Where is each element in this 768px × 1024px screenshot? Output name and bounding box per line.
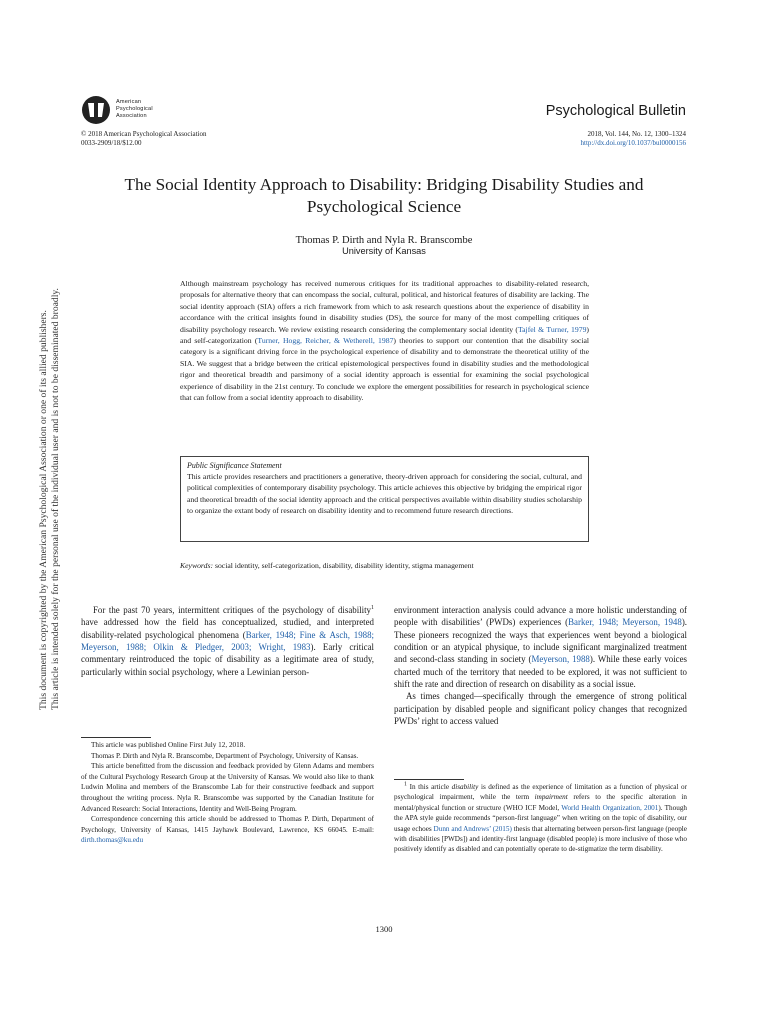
- correspondence-text: Correspondence concerning this article should be addressed to Thomas P. Dirth, Department of Psychology, University of Kansas, 1415 Jayhawk Boulevard, Lawrence, KS 66045. E-mail:: [81, 815, 374, 834]
- copyright-block: [81, 130, 206, 147]
- citation-link[interactable]: Dunn and Andrews’ (2015): [433, 824, 512, 833]
- side-notice-line: This article is intended solely for the personal use of the individual user and is not to be disseminated broadly.: [50, 288, 61, 710]
- volume-info: 2018, Vol. 144, No. 12, 1300–1324: [587, 130, 686, 138]
- keywords: [180, 561, 589, 571]
- public-significance-box: [180, 456, 589, 542]
- journal-name: Psychological Bulletin: [545, 103, 686, 119]
- footnote-term: impairment: [534, 793, 568, 802]
- footnote-text: In this article: [407, 783, 452, 791]
- doi-link[interactable]: http://dx.doi.org/10.1037/bul0000156: [580, 138, 686, 147]
- citation-link[interactable]: World Health Organization, 2001: [561, 803, 659, 812]
- body-left-column: [81, 604, 374, 678]
- author-note: Thomas P. Dirth and Nyla R. Branscombe, Department of Psychology, University of Kansas.: [91, 751, 359, 760]
- author-affiliation: University of Kansas: [342, 246, 426, 256]
- article-authors: Thomas P. Dirth and Nyla R. Branscombe: [295, 235, 473, 246]
- body-right-column: [394, 604, 687, 727]
- citation-link[interactable]: Barker, 1948; Fine & Asch, 1988; Meyerson, 1988; Olkin & Pledger, 2003; Wright, 1983: [81, 629, 375, 653]
- citation-link[interactable]: Tajfel & Turner, 1979: [517, 324, 587, 334]
- article-title: The Social Identity Approach to Disability: Bridging Disability Studies and Psychological Science: [124, 175, 644, 216]
- issn-line: 0033-2909/18/$12.00: [81, 138, 142, 147]
- keywords-label: Keywords:: [180, 561, 214, 570]
- citation-link[interactable]: Turner, Hogg, Reicher, & Wetherell, 1987: [257, 336, 394, 346]
- body-text: have addressed how the field has conceptualized, studied, and interpreted disability-related psychological phenomena (: [81, 617, 374, 640]
- body-paragraph: As times changed—specifically through the emergence of strong political participation by disabled people and significant policy changes that recognized PWDs’ right to access valued: [394, 691, 687, 727]
- footnote-term: disability: [451, 783, 479, 791]
- body-paragraph: [394, 604, 687, 690]
- footnote-text: is defined as the experience of limitation as a function of physical or psychological impairment, while the term: [394, 783, 688, 802]
- body-text: ). Early critical commentary reintroduced the topic of disability as a legitimate area of study, particularly within social psychology, where a Lewinian person-: [81, 642, 375, 677]
- abstract-text: Although mainstream psychology has received numerous critiques for its traditional approaches to disability-related research, proposals for alternative theory that can encompass the social, cultural, political, and historical features of disability are lacking. The social identity approach (SIA) offers a rich framework from which to ask research questions about the experience of disability in accordance with the critical insights found in disability studies (DS), the source for many of the most compelling critiques of disability psychology research. We review existing research considering the complementary social identity (: [180, 279, 589, 334]
- logo-line: Association: [116, 112, 147, 119]
- footnote-marker: 1: [404, 781, 407, 788]
- side-notice-line: This document is copyrighted by the American Psychological Association or one of its allied publishers.: [38, 310, 49, 710]
- logo-line: American: [116, 99, 142, 105]
- copyright-line: © 2018 American Psychological Association: [81, 130, 207, 138]
- body-text: For the past 70 years, intermittent critiques of the psychology of disability: [93, 605, 371, 615]
- abstract: [180, 278, 589, 403]
- citation-link[interactable]: Barker, 1948; Meyerson, 1948: [568, 617, 682, 628]
- email-link[interactable]: dirth.thomas@ku.edu: [81, 836, 144, 845]
- footnote-marker: 1: [371, 605, 374, 612]
- author-note: This article benefitted from the discussion and feedback provided by Glenn Adams and members of the Cultural Psychology Research Group at the University of Kansas. We would also like to thank Ludwin Molina and members of the Branscombe Lab for their constructive feedback and support throughout the writing process. Nyla R. Branscombe was supported by the Canadian Institute for Advanced Research: Social Interactions, Identity and Well-Being Program.: [81, 762, 374, 813]
- footnote-text: refers to the specific alteration in mental/physical function or structure (WHO ICF Model,: [394, 793, 687, 812]
- author-note: [81, 814, 374, 846]
- apa-logo-icon: [81, 95, 111, 125]
- abstract-text: ) theories to support our contention that the disability social category is a significant driving force in the psychological experience of disability and to demonstrate the theoretical utility of the SIA. We suggest that a bridge between the critical epistemological perspectives found in disability studies and the methodological rigor and theoretical breadth and parsimony of a social identity approach is essential for examining the social psychological experience of disability in the 21st century. To conclude we explore the emergent possibilities for research in psychological science that can follow from a social identity approach to disability.: [180, 336, 590, 403]
- page-number: 1300: [375, 924, 393, 934]
- logo-line: Psychological: [116, 105, 153, 112]
- author-notes: [81, 740, 374, 846]
- footnote-rule: [394, 779, 464, 780]
- footnote-1: [394, 782, 687, 855]
- public-significance-text: This article provides researchers and practitioners a generative, theory-driven approach for considering the social, cultural, and political complexities of contemporary disability psychology. This article achieves this objective by bridging the empirical rigor and theoretical breadth of the social identity approach and the critical perspectives available within disability studies scholarship to organize the extant body of research on disability identity and to recommend future research directions.: [187, 472, 582, 516]
- body-text: ). While these early voices charted much of the territory that needed to be explored, it was not sufficient to shift the rate and direction of research on disability as a social issue.: [394, 654, 687, 690]
- author-note: This article was published Online First July 12, 2018.: [91, 741, 246, 749]
- public-significance-heading: Public Significance Statement: [187, 461, 282, 470]
- citation-link[interactable]: Meyerson, 1988: [531, 654, 590, 665]
- volume-block: [581, 130, 686, 147]
- footnote-rule: [81, 737, 151, 738]
- footnote-text: ). Though the APA style guide recommends “person-first language” when writing on the topic of disability, our usage echoes: [394, 803, 688, 833]
- apa-logo-text: [116, 99, 153, 119]
- footnote-text: thesis that alternating between person-first language (people with disabilities [PWDs]) and identity-first language (disabled people) is more inclusive of those who positively identify as disabled and can potentially operate to de-stigmatize the term disability.: [394, 824, 687, 854]
- abstract-text: ) and self-categorization (: [180, 324, 589, 346]
- side-copyright-notice: [38, 288, 61, 710]
- body-text: environment interaction analysis could advance a more holistic understanding of people with disabilities’ (PWDs) experiences (: [394, 605, 687, 628]
- keywords-text: social identity, self-categorization, disability, disability identity, stigma management: [214, 561, 474, 570]
- body-text: ). These pioneers recognized the ways that experiences went beyond a biological condition or an atypical physique, to include significant marginalized treatment and second-class standing in society (: [394, 617, 687, 665]
